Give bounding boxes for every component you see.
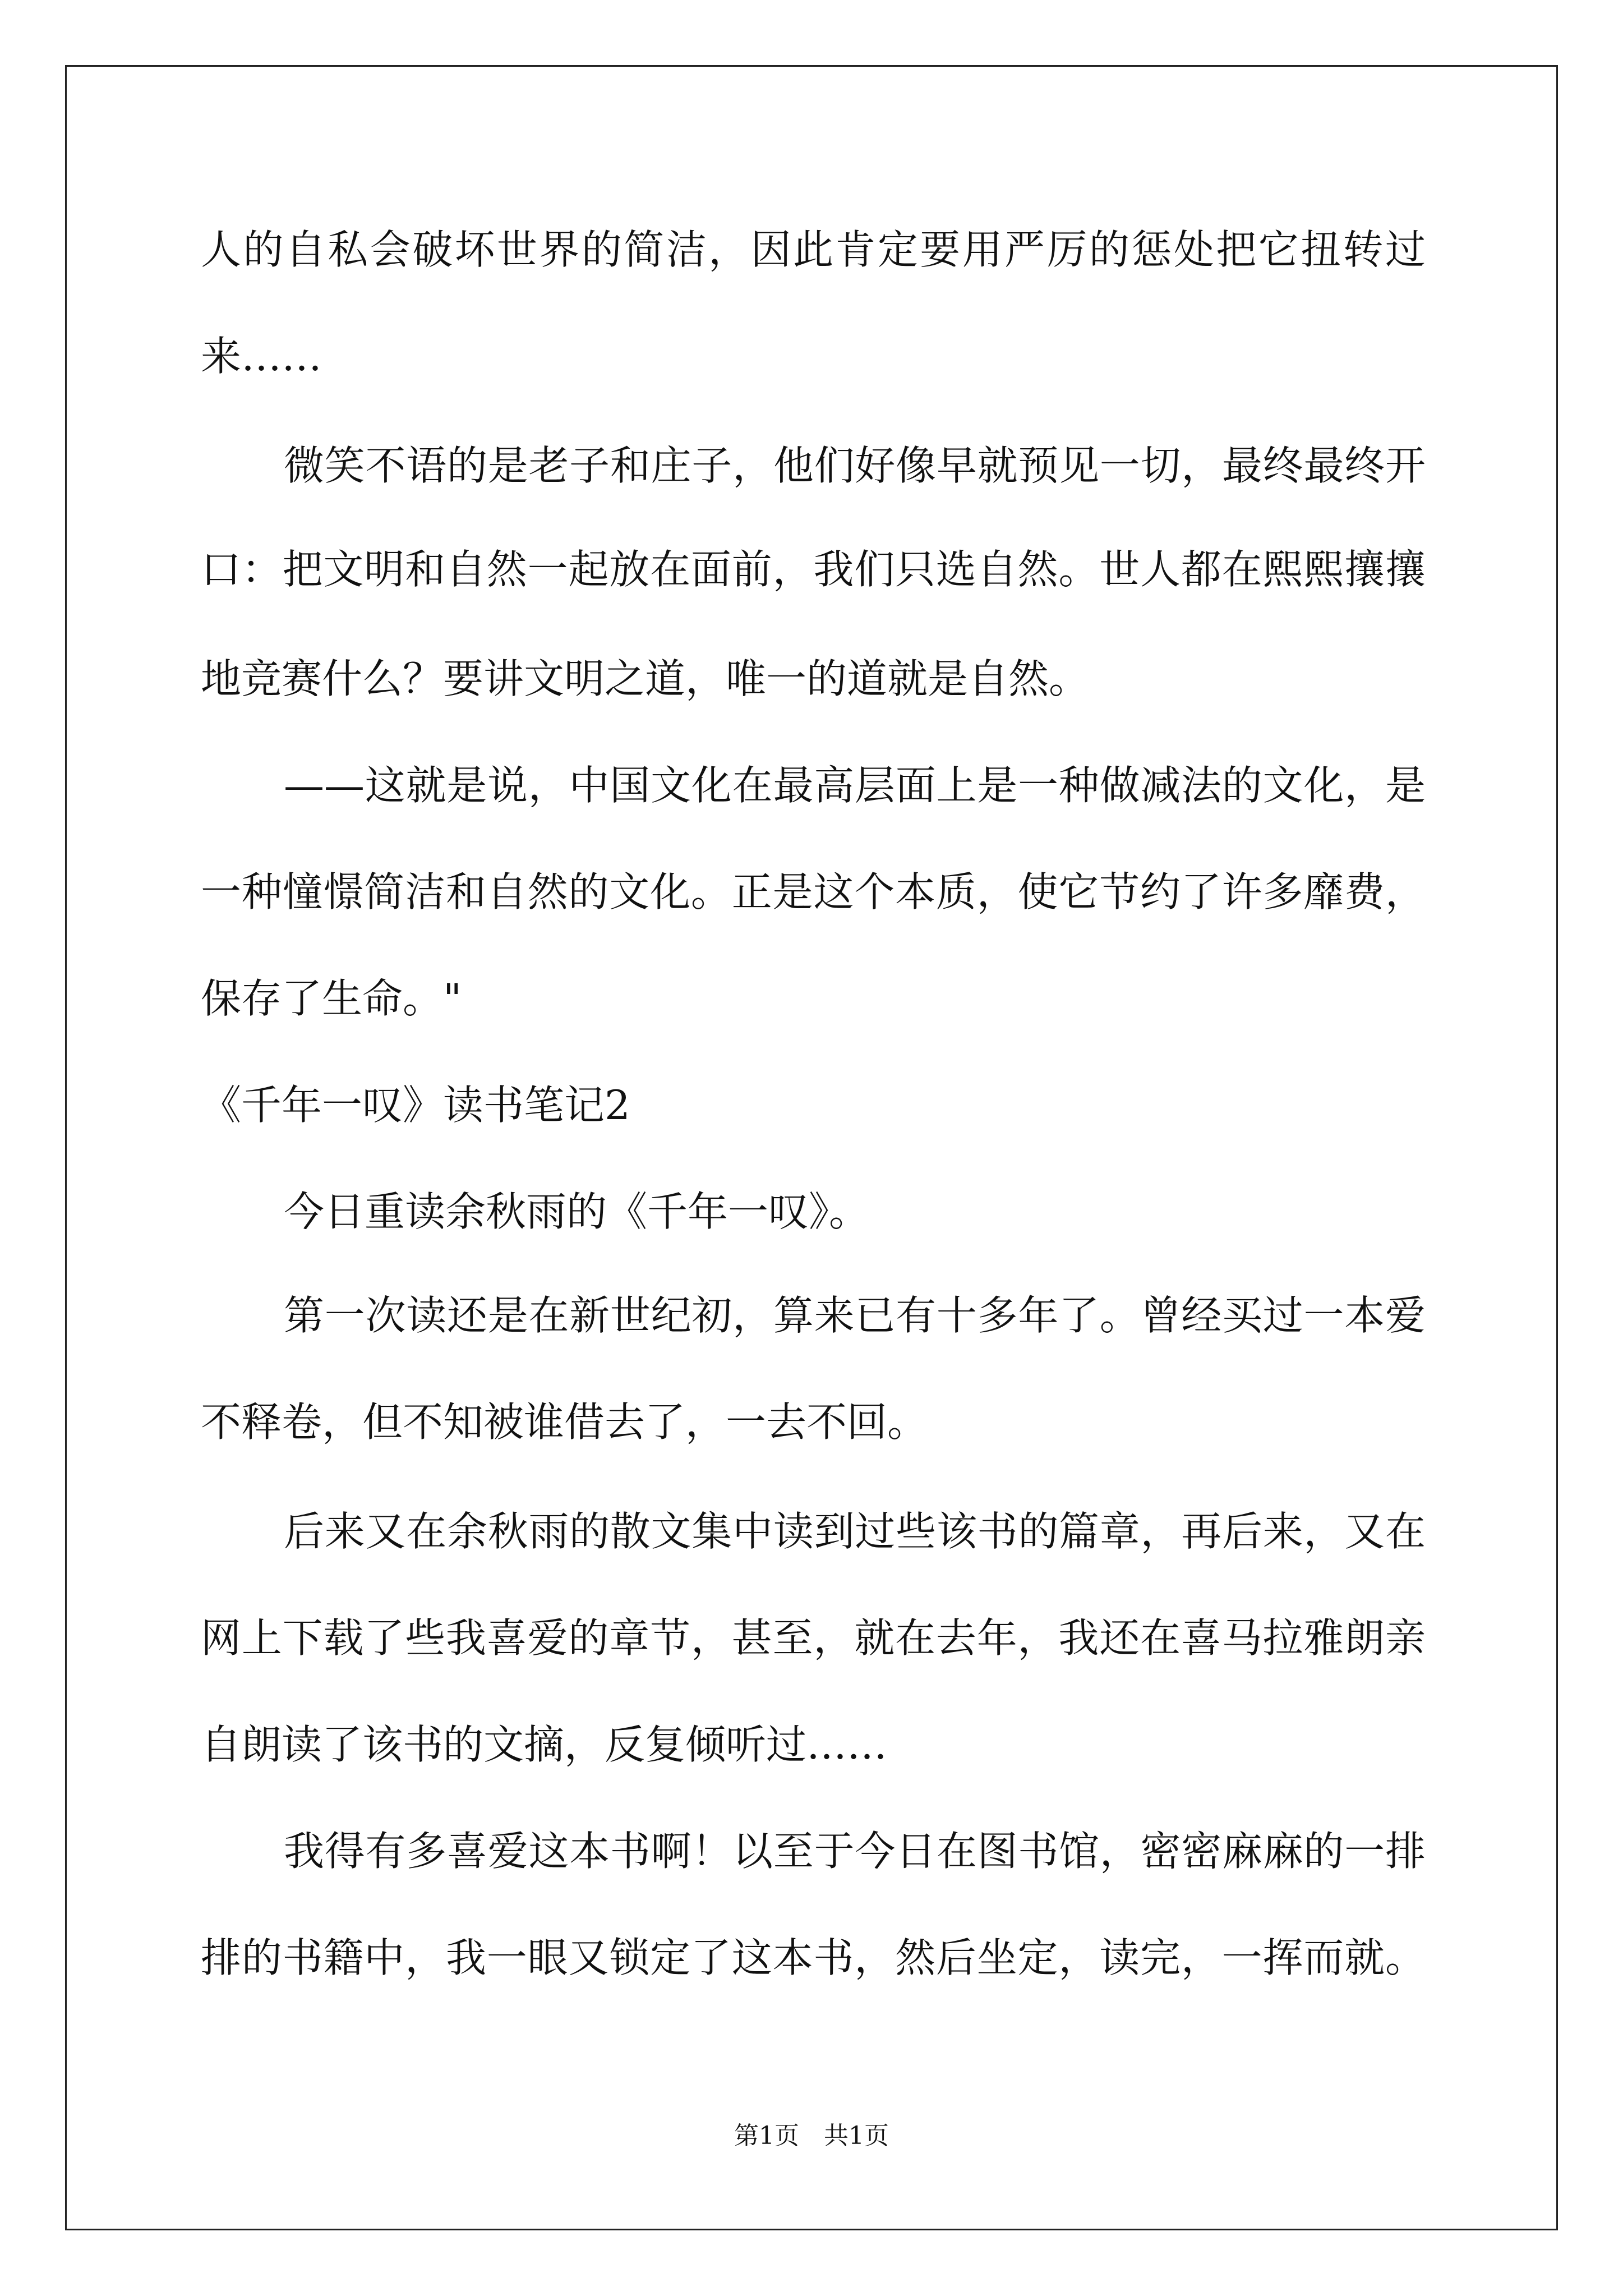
paragraph-start-line: ——这就是说，中国文化在最高层面上是一种做减法的文化，是 bbox=[284, 762, 1426, 809]
page-border bbox=[65, 65, 1558, 2230]
text-line: 人的自私会破坏世界的简洁，因此肯定要用严厉的惩处把它扭转过 bbox=[201, 226, 1426, 273]
paragraph-start-line: 第一次读还是在新世纪初，算来已有十多年了。曾经买过一本爱 bbox=[284, 1292, 1426, 1339]
paragraph-start-line: 微笑不语的是老子和庄子，他们好像早就预见一切，最终最终开 bbox=[284, 442, 1426, 489]
paragraph-start-line: 我得有多喜爱这本书啊！以至于今日在图书馆，密密麻麻的一排 bbox=[284, 1828, 1426, 1875]
text-line: 网上下载了些我喜爱的章节，甚至，就在去年，我还在喜马拉雅朗亲 bbox=[201, 1614, 1426, 1662]
paragraph-start-line: 后来又在余秋雨的散文集中读到过些该书的篇章，再后来，又在 bbox=[284, 1508, 1426, 1555]
section-heading: 《千年一叹》读书笔记2 bbox=[201, 1082, 630, 1129]
text-line: 不释卷，但不知被谁借去了，一去不回。 bbox=[201, 1398, 928, 1446]
text-line: 一种憧憬简洁和自然的文化。正是这个本质，使它节约了许多靡费， bbox=[201, 868, 1426, 915]
text-line: 排的书籍中，我一眼又锁定了这本书，然后坐定，读完，一挥而就。 bbox=[201, 1934, 1426, 1981]
text-line: 自朗读了该书的文摘，反复倾听过…… bbox=[201, 1721, 888, 1768]
text-line: 地竞赛什么？要讲文明之道，唯一的道就是自然。 bbox=[201, 655, 1090, 702]
text-line: 保存了生命。" bbox=[201, 975, 462, 1022]
page-number-footer: 第1页 共1页 bbox=[734, 2122, 889, 2150]
text-line: 来…… bbox=[201, 333, 322, 380]
text-line: 口：把文明和自然一起放在面前，我们只选自然。世人都在熙熙攘攘 bbox=[201, 546, 1426, 593]
paragraph-start-line: 今日重读余秋雨的《千年一叹》。 bbox=[284, 1188, 870, 1235]
